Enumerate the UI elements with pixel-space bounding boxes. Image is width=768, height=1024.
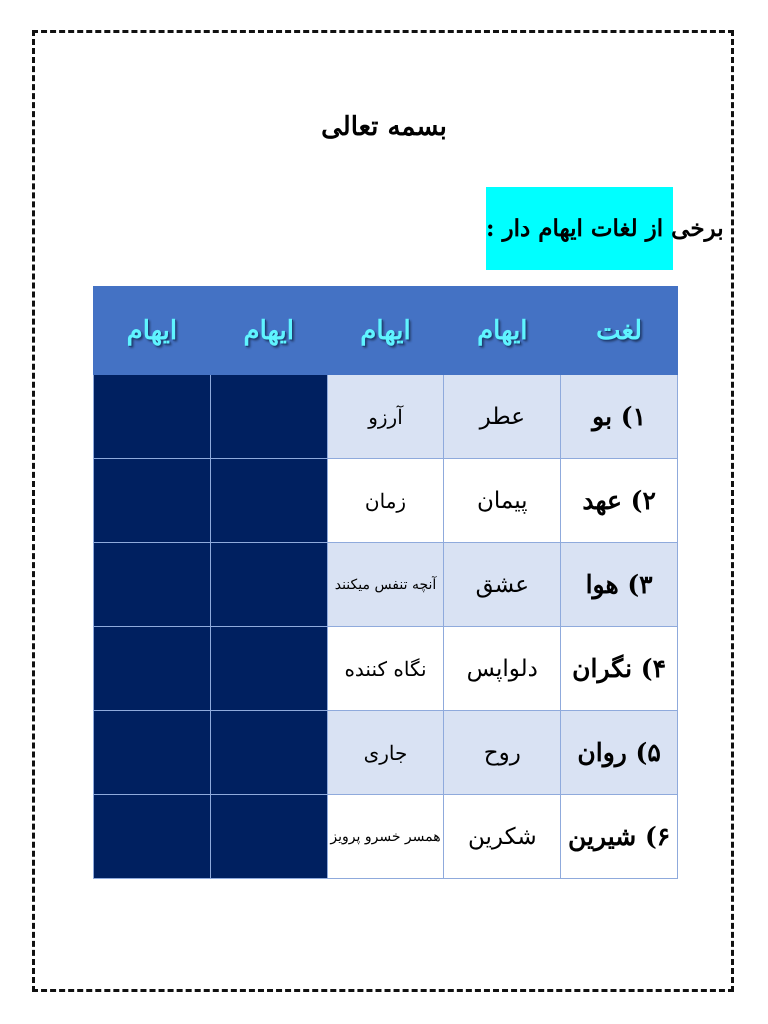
header-meaning-4: ایهام [94,287,211,375]
subtitle-box [486,187,724,270]
word-cell: ۵) روان [561,711,678,795]
meaning-1-cell: شکرین [444,795,561,879]
table-row [94,711,678,795]
header-meaning-1: ایهام [444,287,561,375]
blank-cell [210,795,327,879]
vocabulary-table [93,286,678,879]
blank-cell [94,627,211,711]
meaning-2-cell: آرزو [327,375,444,459]
meaning-2-cell: آنچه تنفس میکنند [327,543,444,627]
blank-cell [94,375,211,459]
word-cell: ۱) بو [561,375,678,459]
meaning-1-cell: روح [444,711,561,795]
blank-cell [210,459,327,543]
subtitle-text: برخی از لغات ایهام دار : [486,215,724,242]
table-row [94,375,678,459]
meaning-1-cell: دلواپس [444,627,561,711]
header-meaning-3: ایهام [210,287,327,375]
blank-cell [94,459,211,543]
meaning-1-cell: عشق [444,543,561,627]
blank-cell [94,795,211,879]
blank-cell [94,543,211,627]
blank-cell [94,711,211,795]
meaning-2-cell: همسر خسرو پرویز [327,795,444,879]
header-word: لغت [561,287,678,375]
meaning-2-cell: جاری [327,711,444,795]
meaning-1-cell: پیمان [444,459,561,543]
blank-cell [210,543,327,627]
meaning-2-cell: زمان [327,459,444,543]
table-header-row [94,287,678,375]
word-cell: ۴) نگران [561,627,678,711]
page-heading: بسمه تعالی [321,112,447,142]
table-row [94,459,678,543]
word-cell: ۲) عهد [561,459,678,543]
word-cell: ۶) شیرین [561,795,678,879]
word-cell: ۳) هوا [561,543,678,627]
blank-cell [210,711,327,795]
table-row [94,543,678,627]
meaning-1-cell: عطر [444,375,561,459]
blank-cell [210,375,327,459]
meaning-2-cell: نگاه کننده [327,627,444,711]
table-row [94,795,678,879]
blank-cell [210,627,327,711]
table-row [94,627,678,711]
header-meaning-2: ایهام [327,287,444,375]
